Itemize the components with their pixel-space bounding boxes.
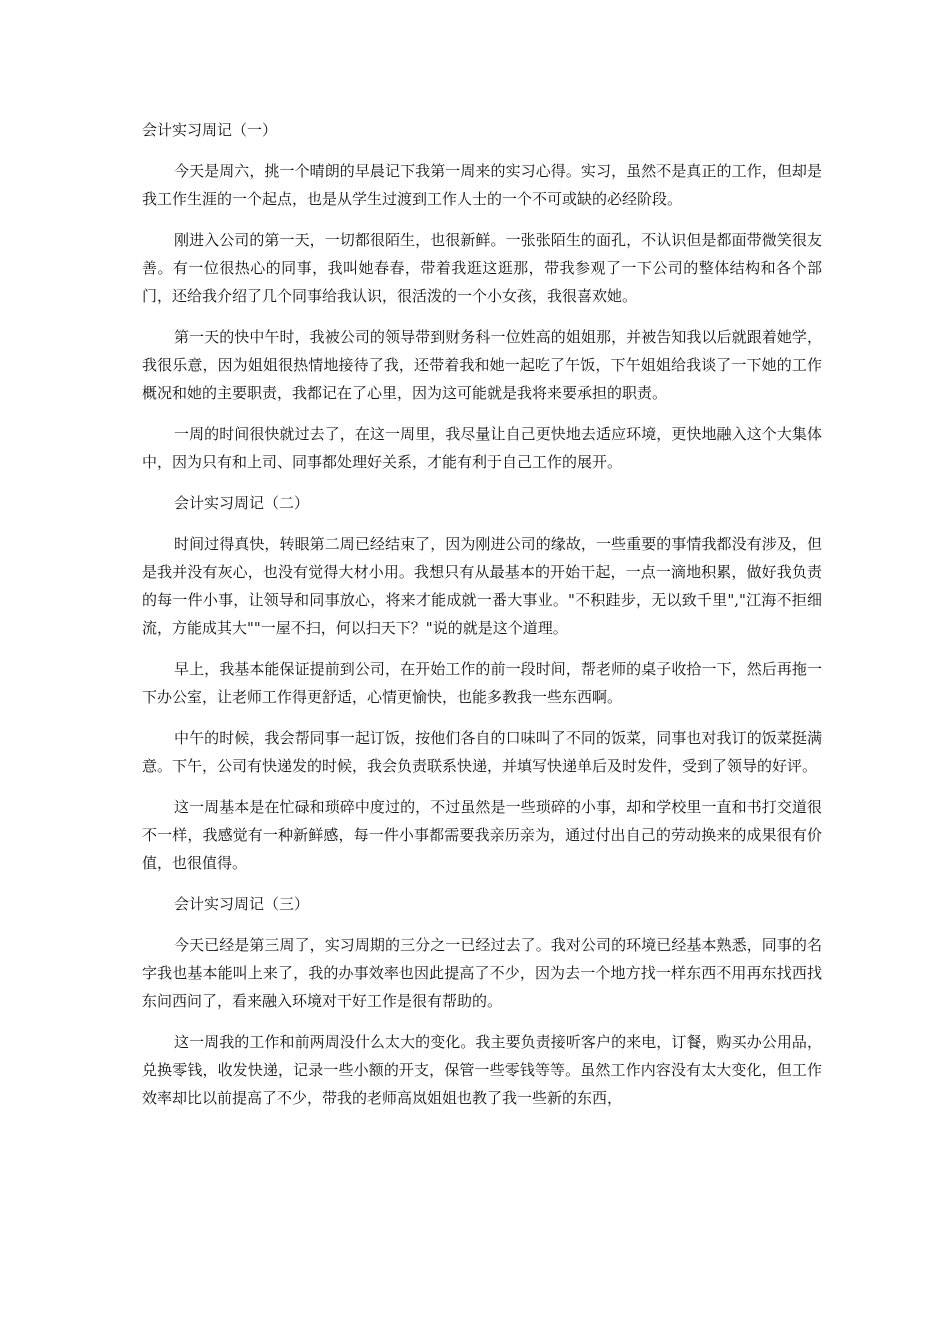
document-page [142,116,822,1125]
paragraph: 早上，我基本能保证提前到公司，在开始工作的前一段时间，帮老师的桌子收拾一下，然后再拖一下办公室，让老师工作得更舒适，心情更愉快，也能多教我一些东西啊。 [142,660,822,706]
section-title-2: 会计实习周记（二） [174,494,310,512]
paragraph: 一周的时间很快就过去了，在这一周里，我尽量让自己更快地去适应环境，更快地融入这个大集体中，因为只有和上司、同事都处理好关系，才能有利于自己工作的展开。 [142,425,822,471]
paragraph: 这一周我的工作和前两周没什么太大的变化。我主要负责接听客户的来电，订餐，购买办公用品，兑换零钱，收发快递，记录一些小额的开支，保管一些零钱等等。虽然工作内容没有太大变化，但工作效率却比以前提高了不少，带我的老师高岚姐姐也教了我一些新的东西， [142,1033,822,1107]
paragraph: 时间过得真快，转眼第二周已经结束了，因为刚进公司的缘故，一些重要的事情我都没有涉及，但是我并没有灰心，也没有觉得大材小用。我想只有从最基本的开始干起，一点一滴地积累，做好我负责的每一件小事，让领导和同事放心，将来才能成就一番大事业。"不积跬步，无以致千里","江海不拒细流，方能成其大""一屋不扫，何以扫天下？"说的就是这个道理。 [142,535,822,637]
paragraph: 第一天的快中午时，我被公司的领导带到财务科一位姓高的姐姐那，并被告知我以后就跟着她学，我很乐意，因为姐姐很热情地接待了我，还带着我和她一起吃了午饭，下午姐姐给我谈了一下她的工作概况和她的主要职责，我都记在了心里，因为这可能就是我将来要承担的职责。 [142,328,822,402]
paragraph: 今天是周六，挑一个晴朗的早晨记下我第一周来的实习心得。实习，虽然不是真正的工作，但却是我工作生涯的一个起点，也是从学生过渡到工作人士的一个不可或缺的必经阶段。 [142,162,822,208]
paragraph: 刚进入公司的第一天，一切都很陌生，也很新鲜。一张张陌生的面孔，不认识但是都面带微笑很友善。有一位很热心的同事，我叫她春春，带着我逛这逛那，带我参观了一下公司的整体结构和各个部门，还给我介绍了几个同事给我认识，很活泼的一个小女孩，我很喜欢她。 [142,231,822,305]
paragraph: 今天已经是第三周了，实习周期的三分之一已经过去了。我对公司的环境已经基本熟悉，同事的名字我也基本能叫上来了，我的办事效率也因此提高了不少，因为去一个地方找一样东西不用再东找西找东问西问了，看来融入环境对干好工作是很有帮助的。 [142,936,822,1010]
section-title-1: 会计实习周记（一） [142,121,278,139]
paragraph: 这一周基本是在忙碌和琐碎中度过的，不过虽然是一些琐碎的小事，却和学校里一直和书打交道很不一样，我感觉有一种新鲜感，每一件小事都需要我亲历亲为，通过付出自己的劳动换来的成果很有价值，也很值得。 [142,798,822,872]
paragraph: 中午的时候，我会帮同事一起订饭，按他们各自的口味叫了不同的饭菜，同事也对我订的饭菜挺满意。下午，公司有快递发的时候，我会负责联系快递，并填写快递单后及时发件，受到了领导的好评。 [142,729,822,775]
section-title-3: 会计实习周记（三） [174,895,310,913]
